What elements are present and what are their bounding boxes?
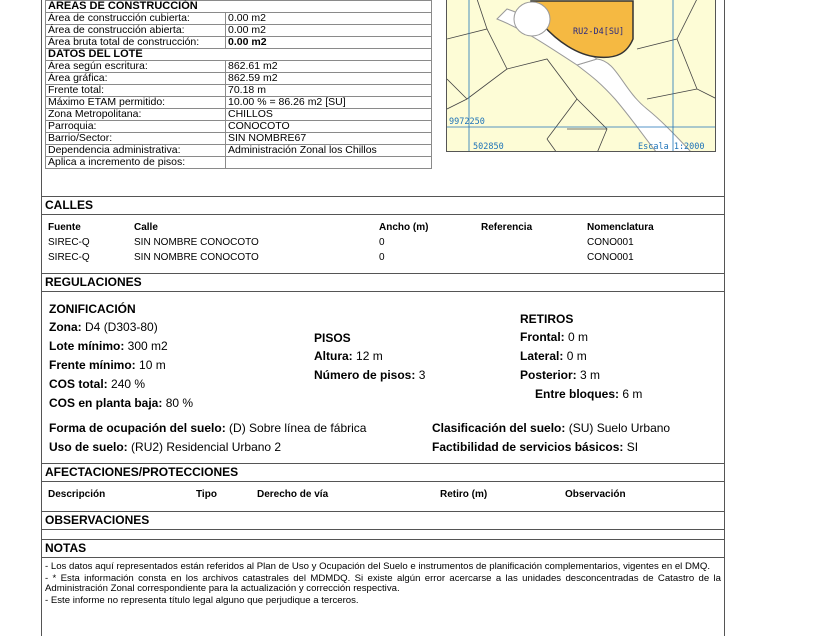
- table-row: [46, 61, 432, 73]
- lot-data-table: [45, 0, 432, 169]
- row-label: Aplica a incremento de pisos:: [46, 157, 226, 169]
- cell-ancho: 0: [379, 252, 385, 263]
- field-label: Frontal:: [520, 330, 565, 344]
- field-label: Factibilidad de servicios básicos:: [432, 440, 624, 454]
- field-value: 10 m: [139, 358, 166, 372]
- note-item: - Los datos aquí representados están referidos al Plan de Uso y Ocupación del Suelo e instrumentos de planificación complementarios, vigentes en el DMQ.: [45, 561, 710, 572]
- cell-calle: SIN NOMBRE CONOCOTO: [134, 237, 259, 248]
- uso-suelo-field: [49, 440, 281, 454]
- row-label: Dependencia administrativa:: [46, 145, 226, 157]
- field-value: (RU2) Residencial Urbano 2: [131, 440, 282, 454]
- field-label: Clasificación del suelo:: [432, 421, 566, 435]
- entre-bloques-field: [535, 387, 642, 401]
- calles-header: CALLES: [42, 196, 724, 215]
- field-label: Forma de ocupación del suelo:: [49, 421, 226, 435]
- row-value: 0.00 m2: [226, 25, 432, 37]
- col-derecho-via: Derecho de vía: [257, 489, 329, 500]
- field-label: COS en planta baja:: [49, 396, 163, 410]
- row-value: 10.00 % = 86.26 m2 [SU]: [226, 97, 432, 109]
- cell-fuente: SIREC-Q: [48, 237, 90, 248]
- table-row: [46, 73, 432, 85]
- col-referencia: Referencia: [481, 222, 533, 233]
- notes-list: [45, 562, 721, 607]
- row-label: Máximo ETAM permitido:: [46, 97, 226, 109]
- field-value: 3: [418, 368, 426, 382]
- row-value: Administración Zonal los Chillos: [226, 145, 432, 157]
- col-retiro: Retiro (m): [440, 489, 488, 500]
- table-row: [46, 145, 432, 157]
- col-tipo: Tipo: [196, 489, 217, 500]
- col-calle: Calle: [134, 222, 158, 233]
- table-row: [46, 25, 432, 37]
- posterior-field: [520, 368, 600, 382]
- field-label: Uso de suelo:: [49, 440, 128, 454]
- field-value: 6 m: [622, 387, 643, 401]
- altura-field: [314, 349, 383, 363]
- parcel-map[interactable]: [446, 0, 716, 152]
- retiros-title: RETIROS: [520, 312, 574, 326]
- table-row: [46, 157, 432, 169]
- regulaciones-header: REGULACIONES: [42, 273, 724, 292]
- row-label: Barrio/Sector:: [46, 133, 226, 145]
- roundabout: [514, 2, 550, 36]
- field-value: D4 (D303-80): [85, 320, 158, 334]
- field-value: 0 m: [566, 349, 587, 363]
- table-row: [46, 133, 432, 145]
- field-label: Frente mínimo:: [49, 358, 136, 372]
- col-nomenclatura: Nomenclatura: [587, 222, 654, 233]
- field-value: 12 m: [356, 349, 383, 363]
- field-value: (D) Sobre línea de fábrica: [229, 421, 367, 435]
- zonificacion-title: ZONIFICACIÓN: [49, 302, 136, 316]
- row-value: [226, 157, 432, 169]
- col-fuente: Fuente: [48, 222, 81, 233]
- table-row: [46, 97, 432, 109]
- frontal-field: [520, 330, 588, 344]
- table-row: [46, 37, 432, 49]
- road-segment: [577, 59, 692, 152]
- scale-label: Escala 1:2000: [638, 142, 705, 152]
- field-label: COS total:: [49, 377, 108, 391]
- coord-y-label: 9972250: [449, 117, 485, 127]
- row-label: Área de construcción cubierta:: [46, 13, 226, 25]
- field-label: Posterior:: [520, 368, 577, 382]
- numero-pisos-field: [314, 368, 425, 382]
- col-descripcion: Descripción: [48, 489, 106, 500]
- row-label: Área bruta total de construcción:: [46, 37, 226, 49]
- field-value: 240 %: [111, 377, 146, 391]
- row-value: 862.59 m2: [226, 73, 432, 85]
- lote-minimo-field: [49, 339, 168, 353]
- lateral-field: [520, 349, 587, 363]
- afectaciones-header: AFECTACIONES/PROTECCIONES: [42, 463, 724, 482]
- col-ancho: Ancho (m): [379, 222, 429, 233]
- row-value: CHILLOS: [226, 109, 432, 121]
- zona-field: [49, 320, 158, 334]
- cell-nomenclatura: CONO001: [587, 252, 634, 263]
- table-row: [46, 13, 432, 25]
- field-value: 80 %: [165, 396, 194, 410]
- row-value: 70.18 m: [226, 85, 432, 97]
- row-label: Área gráfica:: [46, 73, 226, 85]
- note-item: - Este informe no representa título legal alguno que perjudique a terceros.: [45, 594, 359, 606]
- row-label: Parroquia:: [46, 121, 226, 133]
- row-label: Área según escritura:: [46, 61, 226, 73]
- field-value: (SU) Suelo Urbano: [568, 421, 671, 435]
- field-label: Lote mínimo:: [49, 339, 125, 353]
- cell-ancho: 0: [379, 237, 385, 248]
- frente-minimo-field: [49, 358, 166, 372]
- row-label: Área de construcción abierta:: [46, 25, 226, 37]
- row-value: 862.61 m2: [226, 61, 432, 73]
- cos-total-field: [49, 377, 145, 391]
- field-label: Lateral:: [520, 349, 564, 363]
- field-label: Número de pisos:: [314, 368, 416, 382]
- cell-nomenclatura: CONO001: [587, 237, 634, 248]
- col-observacion: Observación: [565, 489, 626, 500]
- cos-planta-baja-field: [49, 396, 193, 410]
- factibilidad-field: [432, 440, 638, 454]
- table-row: [46, 121, 432, 133]
- areas-section-title: AREAS DE CONSTRUCCIÓN: [46, 1, 432, 13]
- note-item: - * Esta información consta en los archivos catastrales del MDMDQ. Si existe algún error acercarse a las unidades desconcentradas de Catastro de la Administración Zonal correspondiente para la actualización y corrección respectiva.: [45, 572, 721, 594]
- row-label: Frente total:: [46, 85, 226, 97]
- field-label: Entre bloques:: [535, 387, 620, 401]
- row-value: 0.00 m2: [226, 13, 432, 25]
- field-label: Altura:: [314, 349, 353, 363]
- row-value: 0.00 m2: [226, 37, 432, 49]
- row-label: Zona Metropolitana:: [46, 109, 226, 121]
- table-row: [46, 109, 432, 121]
- clasificacion-suelo-field: [432, 421, 670, 435]
- row-value: CONOCOTO: [226, 121, 432, 133]
- observaciones-header: OBSERVACIONES: [42, 511, 724, 530]
- field-value: 300 m2: [127, 339, 168, 353]
- field-label: Zona:: [49, 320, 82, 334]
- notas-header: NOTAS: [42, 539, 724, 558]
- cell-fuente: SIREC-Q: [48, 252, 90, 263]
- field-value: SI: [626, 440, 639, 454]
- row-value: SIN NOMBRE67: [226, 133, 432, 145]
- field-value: 3 m: [580, 368, 601, 382]
- zone-label: RU2-D4[SU]: [573, 27, 625, 37]
- table-row: [46, 85, 432, 97]
- pisos-title: PISOS: [314, 331, 351, 345]
- cell-calle: SIN NOMBRE CONOCOTO: [134, 252, 259, 263]
- lot-section-title: DATOS DEL LOTE: [46, 49, 432, 61]
- forma-ocupacion-field: [49, 421, 366, 435]
- coord-x-label: 502850: [473, 142, 504, 152]
- map-graphic: [447, 0, 716, 152]
- field-value: 0 m: [568, 330, 589, 344]
